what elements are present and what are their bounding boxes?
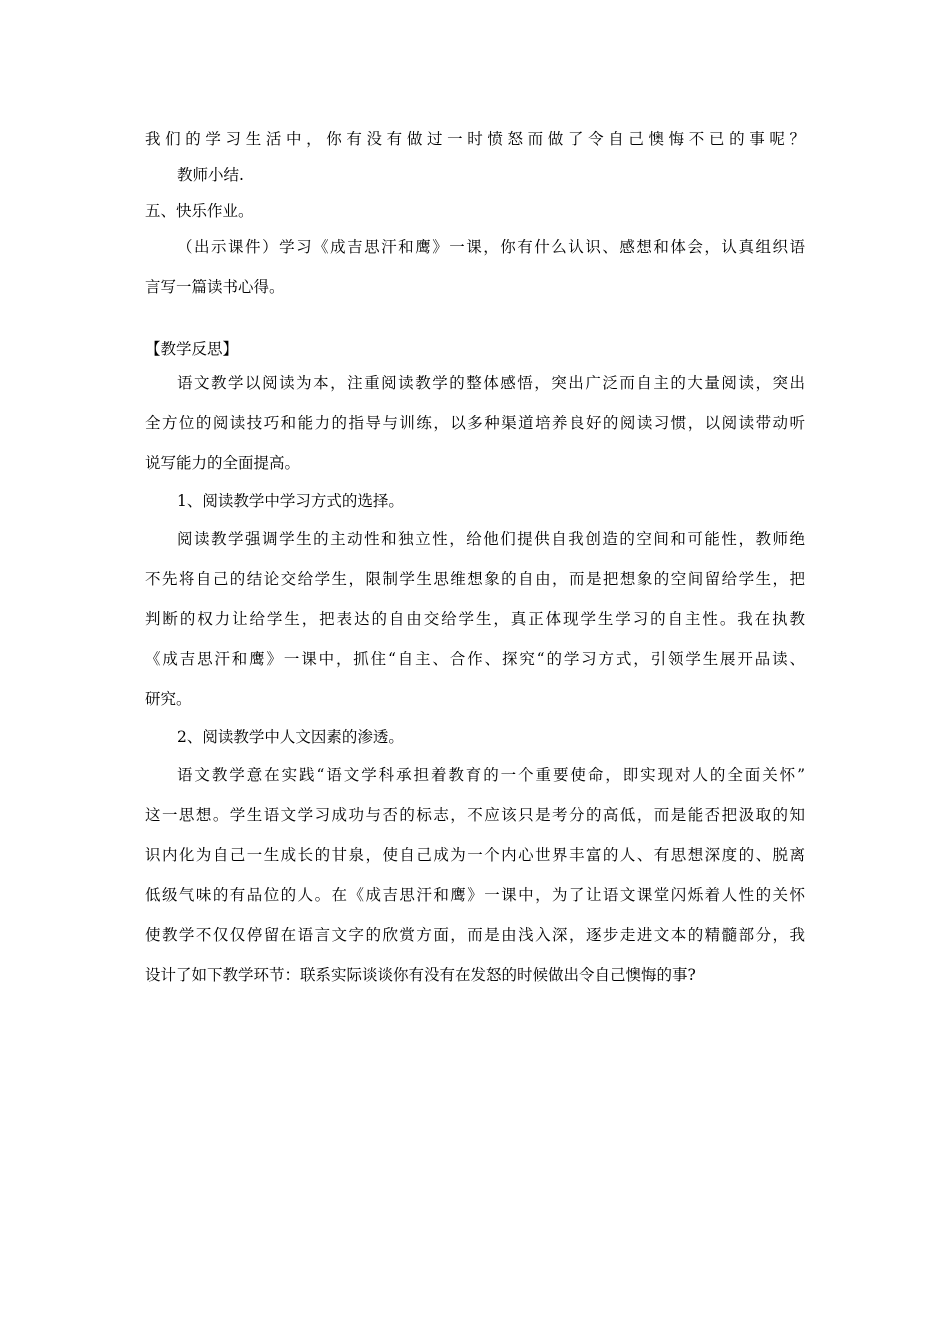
section-heading: 五、快乐作业。 <box>145 202 254 220</box>
text-line: 全方位的阅读技巧和能力的指导与训练，以多种渠道培养良好的阅读习惯，以阅读带动听 <box>145 414 805 432</box>
subsection-heading: 1、阅读教学中学习方式的选择。 <box>177 492 404 510</box>
text-line: 言写一篇读书心得。 <box>145 278 285 296</box>
text-line: 不先将自己的结论交给学生，限制学生思维想象的自由，而是把想象的空间留给学生，把 <box>145 570 805 588</box>
text-line: 低级气味的有品位的人。在《成吉思汗和鹰》一课中，为了让语文课堂闪烁着人性的关怀 <box>145 886 805 904</box>
text-line: 语文教学意在实践“语文学科承担着教育的一个重要使命，即实现对人的全面关怀” <box>177 766 805 784</box>
text-line: 使教学不仅仅停留在语言文字的欣赏方面，而是由浅入深，逐步走进文本的精髓部分，我 <box>145 926 805 944</box>
text-line: 《成吉思汗和鹰》一课中，抓住“自主、合作、探究“的学习方式，引领学生展开品读、 <box>145 650 805 668</box>
text-line: 研究。 <box>145 690 192 708</box>
text-line: 阅读教学强调学生的主动性和独立性，给他们提供自我创造的空间和可能性，教师绝 <box>177 530 805 548</box>
text-line: 语文教学以阅读为本，注重阅读教学的整体感悟，突出广泛而自主的大量阅读，突出 <box>177 374 805 392</box>
subsection-heading: 2、阅读教学中人文因素的渗透。 <box>177 728 404 746</box>
section-heading: 【教学反思】 <box>145 340 239 358</box>
text-line: 教师小结. <box>177 166 244 184</box>
text-line: 设计了如下教学环节：联系实际谈谈你有没有在发怒的时候做出令自己懊悔的事? <box>145 966 696 984</box>
text-line: （出示课件）学习《成吉思汗和鹰》一课，你有什么认识、感想和体会，认真组织语 <box>177 238 805 256</box>
text-line: 识内化为自己一生成长的甘泉，使自己成为一个内心世界丰富的人、有思想深度的、脱离 <box>145 846 805 864</box>
text-line: 这一思想。学生语文学习成功与否的标志，不应该只是考分的高低，而是能否把汲取的知 <box>145 806 805 824</box>
text-line: 我们的学习生活中，你有没有做过一时愤怒而做了令自己懊悔不已的事呢？ <box>145 130 805 148</box>
text-line: 说写能力的全面提高。 <box>145 454 301 472</box>
text-line: 判断的权力让给学生，把表达的自由交给学生，真正体现学生学习的自主性。我在执教 <box>145 610 805 628</box>
